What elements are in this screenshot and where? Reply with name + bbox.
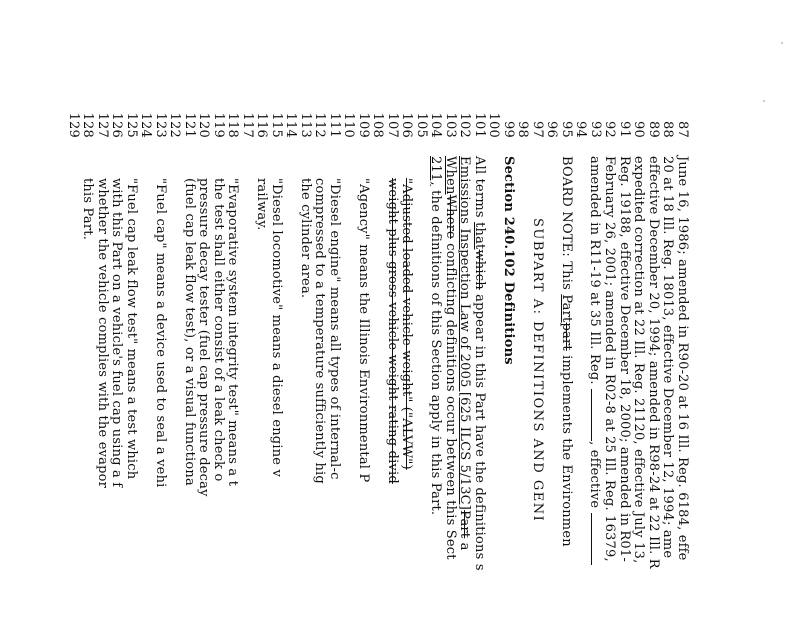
line-number: 113 xyxy=(298,112,313,138)
definition-line: "Diesel locomotive" means a diesel engine v xyxy=(269,178,284,478)
definition-line: this Part. xyxy=(80,178,96,241)
history-line: February 26, 2001; amended in R02-8 at 25 Ill. Reg. 16379, xyxy=(602,156,618,562)
line-number: 111 xyxy=(327,112,342,138)
line-number: 116 xyxy=(254,112,270,138)
line-number: 102 xyxy=(457,112,473,138)
line-number: 129 xyxy=(66,112,81,138)
line-number: 109 xyxy=(356,112,371,138)
line-number: 90 xyxy=(631,121,647,138)
definition-line: "Adjusted loaded vehicle weight" ("ALVW") xyxy=(399,178,415,470)
definition-line: pressure decay tester (fuel cap pressure decay xyxy=(196,178,212,497)
line-number: 106 xyxy=(399,112,415,138)
line-number: 104 xyxy=(428,112,444,138)
line-number: 101 xyxy=(472,112,487,138)
line-number: 122 xyxy=(167,112,183,138)
line-number: 125 xyxy=(124,112,139,138)
paragraph-line: WhenWhere conflicting definitions occur between this Sect xyxy=(443,156,458,560)
line-number: 120 xyxy=(196,112,212,138)
paragraph-line: 211, the definitions of this Section apply in this Part. xyxy=(428,156,444,516)
line-number: 105 xyxy=(414,112,429,138)
blank-field xyxy=(591,389,603,441)
line-number: 107 xyxy=(385,112,400,138)
line-number: 118 xyxy=(225,112,241,138)
paragraph-line: Emissions Inspection Law of 2005 [625 ILCS 5/13C]Part a xyxy=(457,156,473,551)
definition-line: "Diesel engine" means all types of internal-c xyxy=(327,178,342,480)
line-number: 126 xyxy=(109,112,125,138)
definition-line: "Fuel cap leak flow test" means a test which xyxy=(124,178,139,480)
subpart-heading: SUBPART A: DEFINITIONS AND GENI xyxy=(530,218,545,523)
definition-line: weight plus gross vehicle weight rating divid xyxy=(385,178,400,484)
line-number: 96 xyxy=(544,121,560,138)
history-line: expedited correction at 22 Ill. Reg. 21120, effective July 13, xyxy=(631,156,647,564)
line-number: 94 xyxy=(573,121,589,138)
line-number: 89 xyxy=(646,121,661,138)
definition-line: "Fuel cap" means a device used to seal a vehi xyxy=(153,178,168,488)
definition-line: with this Part on a vehicle's fuel cap using a f xyxy=(109,178,125,488)
history-line: 20 at 18 Ill. Reg. 18013, effective December 12, 1994; ame xyxy=(660,156,676,559)
definition-line: "Agency" means the Illinois Environmental P xyxy=(356,178,371,483)
line-number: 87 xyxy=(675,121,690,138)
history-line: amended in R11-19 at 35 Ill. Reg. , effective xyxy=(588,156,603,565)
line-number: 115 xyxy=(269,112,284,138)
line-number: 124 xyxy=(138,112,154,138)
definition-line: (fuel cap leak flow test), or a visual functiona xyxy=(182,178,197,486)
blank-field xyxy=(591,513,603,565)
line-number: 108 xyxy=(370,112,386,138)
line-number: 98 xyxy=(515,121,531,138)
line-number: 99 xyxy=(501,121,516,138)
line-number: 88 xyxy=(660,121,676,138)
history-line: June 16, 1986; amended in R90-20 at 16 Ill. Reg. 6184, effe xyxy=(675,156,690,561)
history-line: Reg. 19188, effective December 18, 2000; amended in R01- xyxy=(617,156,632,562)
line-number: 114 xyxy=(283,112,299,138)
definition-line: whether the vehicle complies with the evapor xyxy=(95,178,110,489)
paragraph-line: All terms thatwhich appear in this Part have the definitions s xyxy=(472,156,487,571)
definition-line: the cylinder area. xyxy=(298,178,313,299)
definition-line: the test shall either consist of a leak check o xyxy=(211,178,226,482)
board-note: BOARD NOTE: This Partpart implements the Environmen xyxy=(559,156,574,547)
definition-line: "Evaporative system integrity test" means a t xyxy=(225,178,241,487)
line-number: 100 xyxy=(486,112,502,138)
line-number: 91 xyxy=(617,121,632,138)
line-number: 127 xyxy=(95,112,110,138)
line-number: 117 xyxy=(240,112,255,138)
scan-speck xyxy=(781,42,783,44)
line-number: 97 xyxy=(530,121,545,138)
line-number: 92 xyxy=(602,121,618,138)
line-number: 103 xyxy=(443,112,458,138)
line-number: 93 xyxy=(588,121,603,138)
history-line: effective December 20, 1994; amended in R98-24 at 22 Ill. R xyxy=(646,156,661,569)
line-number: 95 xyxy=(559,121,574,138)
line-number: 110 xyxy=(341,112,357,138)
definition-line: compressed to a temperature sufficiently hig xyxy=(312,178,328,484)
line-number: 128 xyxy=(80,112,96,138)
line-number: 121 xyxy=(182,112,197,138)
line-number: 112 xyxy=(312,112,328,138)
line-number: 119 xyxy=(211,112,226,138)
line-number: 123 xyxy=(153,112,168,138)
section-heading: Section 240.102 Definitions xyxy=(501,156,516,365)
definition-line: railway. xyxy=(254,178,270,231)
scan-speck xyxy=(763,100,765,102)
